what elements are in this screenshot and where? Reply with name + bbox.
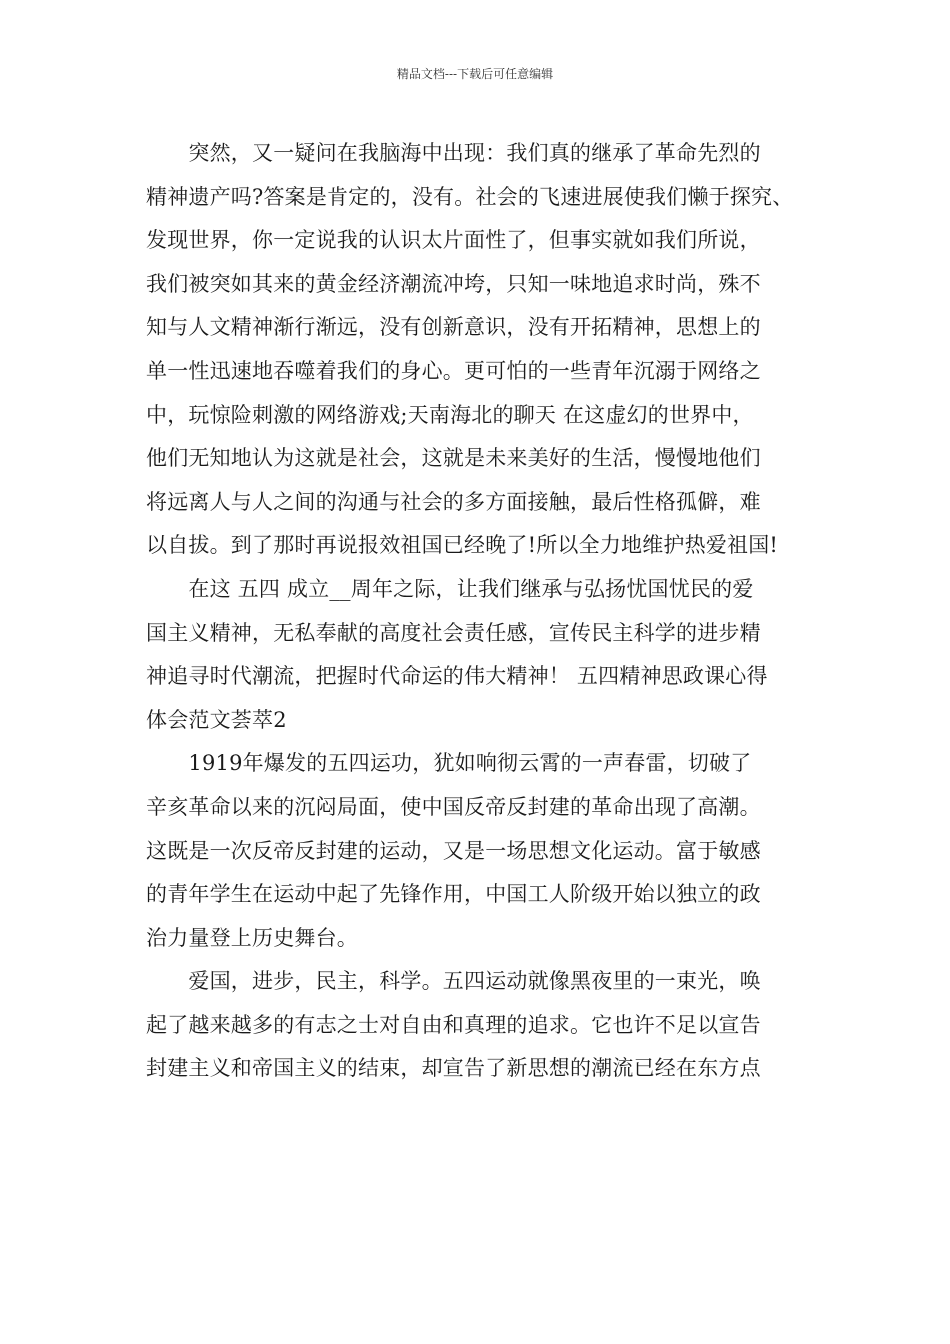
text-line: 体会范文荟萃2 bbox=[146, 707, 287, 732]
text-line: 将远离人与人之间的沟通与社会的多方面接触，最后性格孤僻，难 bbox=[146, 489, 761, 514]
text-line: 辛亥革命以来的沉闷局面，使中国反帝反封建的革命出现了高潮。 bbox=[146, 794, 761, 819]
text-line: 发现世界，你一定说我的认识太片面性了，但事实就如我们所说， bbox=[146, 228, 761, 253]
paragraph-2 bbox=[146, 568, 812, 742]
text-line: 起了越来越多的有志之士对自由和真理的追求。它也许不足以宣告 bbox=[146, 1012, 761, 1037]
text-line: 知与人文精神渐行渐远，没有创新意识，没有开拓精神，思想上的 bbox=[146, 315, 761, 340]
text-line: 神追寻时代潮流，把握时代命运的伟大精神！ 五四精神思政课心得 bbox=[146, 664, 768, 689]
text-line: 1919年爆发的五四运功，犹如响彻云霄的一声春雷，切破了 bbox=[146, 751, 752, 776]
text-line: 精神遗产吗?答案是肯定的，没有。社会的飞速进展使我们懒于探究、 bbox=[146, 184, 794, 209]
text-line: 我们被突如其来的黄金经济潮流冲垮，只知一味地追求时尚，殊不 bbox=[146, 271, 761, 296]
text-line: 这既是一次反帝反封建的运动，又是一场思想文化运动。富于敏感 bbox=[146, 838, 761, 863]
text-line: 爱国，进步，民主，科学。五四运动就像黑夜里的一束光，唤 bbox=[146, 969, 761, 994]
paragraph-4 bbox=[146, 960, 812, 1091]
text-line: 以自拔。到了那时再说报效祖国已经晚了!所以全力地维护热爱祖国! bbox=[146, 533, 779, 558]
text-line: 中，玩惊险刺激的网络游戏;天南海北的聊天 在这虚幻的世界中， bbox=[146, 402, 754, 427]
text-line: 单一性迅速地吞噬着我们的身心。更可怕的一些青年沉溺于网络之 bbox=[146, 358, 761, 383]
text-line: 在这 五四 成立__周年之际，让我们继承与弘扬忧国忧民的爱 bbox=[146, 576, 754, 601]
text-line: 的青年学生在运动中起了先锋作用，中国工人阶级开始以独立的政 bbox=[146, 882, 761, 907]
paragraph-3 bbox=[146, 742, 812, 960]
text-line: 突然，又一疑问在我脑海中出现：我们真的继承了革命先烈的 bbox=[146, 141, 761, 165]
text-line: 治力量登上历史舞台。 bbox=[146, 925, 358, 950]
document-body bbox=[146, 132, 812, 1091]
text-line: 国主义精神，无私奉献的高度社会责任感，宣传民主科学的进步精 bbox=[146, 620, 761, 645]
text-line: 封建主义和帝国主义的结束，却宣告了新思想的潮流已经在东方点 bbox=[146, 1056, 761, 1081]
paragraph-1 bbox=[146, 132, 812, 568]
text-line: 他们无知地认为这就是社会，这就是未来美好的生活，慢慢地他们 bbox=[146, 446, 761, 471]
page-header: 精品文档---下载后可任意编辑 bbox=[396, 67, 554, 81]
